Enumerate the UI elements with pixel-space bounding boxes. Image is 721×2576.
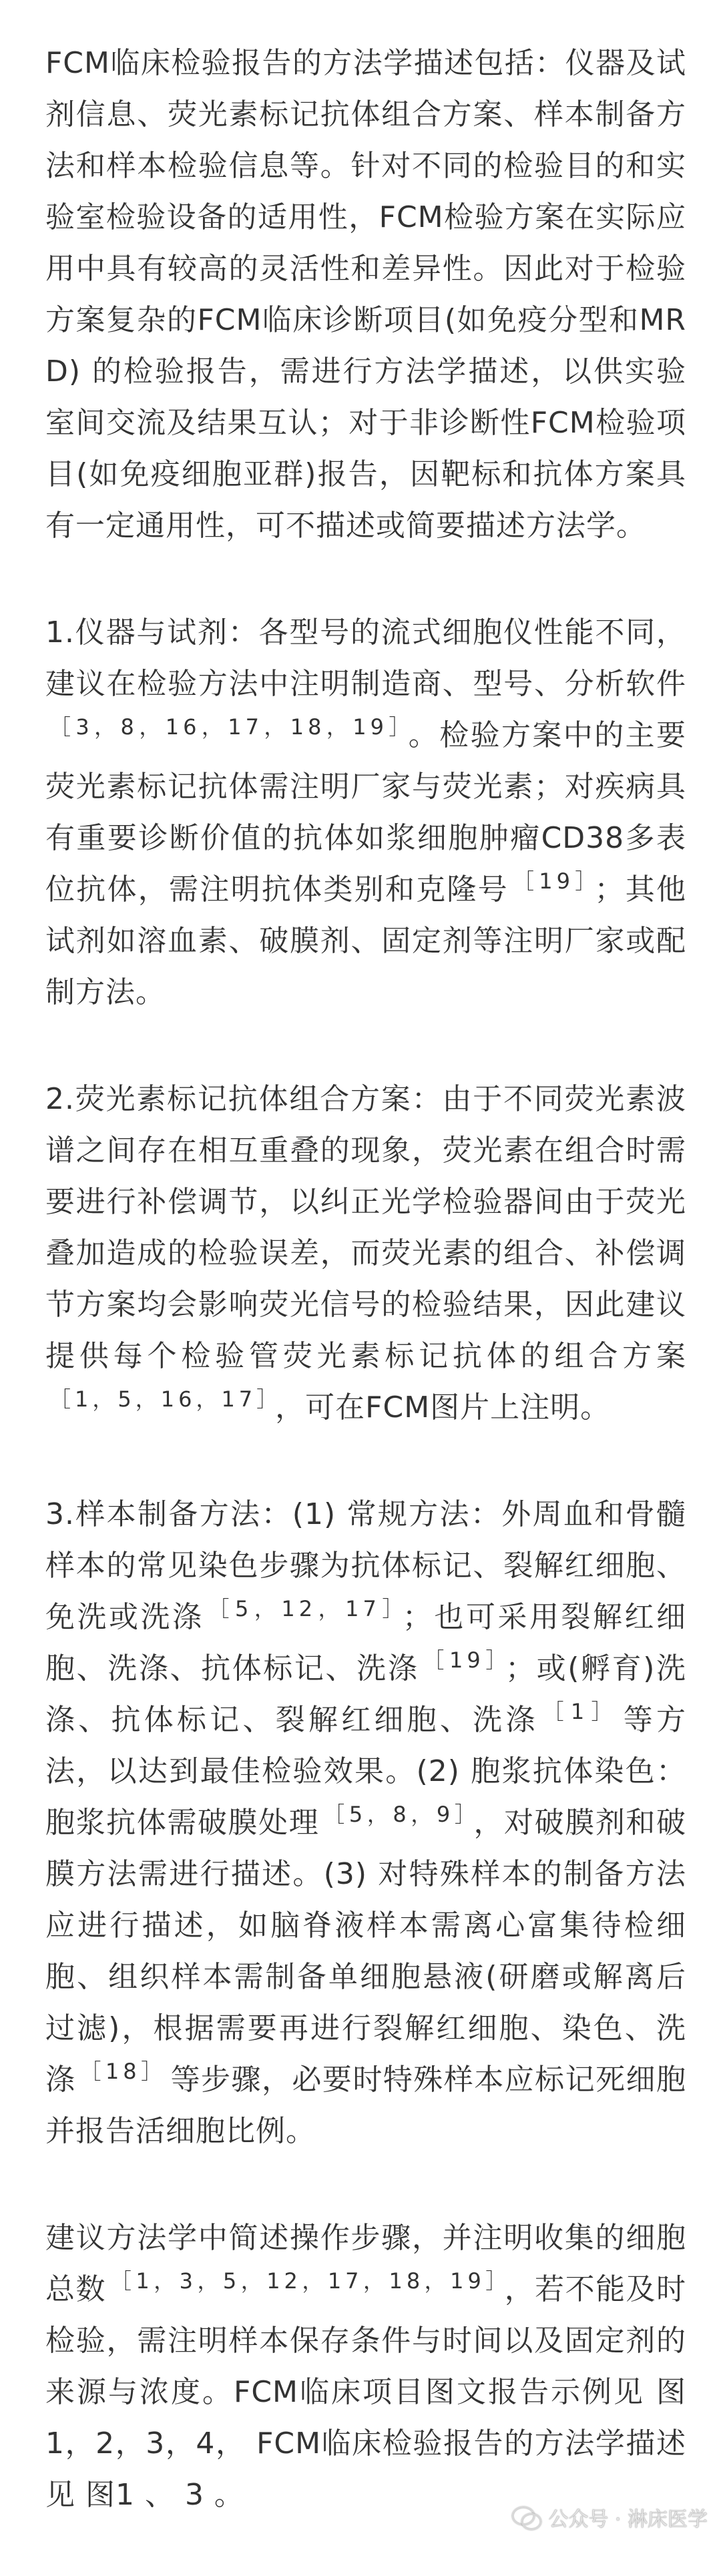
paragraph-text: ；其他试剂如溶血素、破膜剂、固定剂等注明厂家或配制方法。 (45, 872, 686, 1009)
watermark-text: 公众号 · 淋床医学 (548, 2508, 708, 2531)
paragraph-text: ；也可采用裂解红细胞、洗涤、抗体标记、洗涤 (45, 1600, 686, 1686)
citation: ［5，8，9］ (323, 1802, 470, 1827)
wechat-icon (512, 2505, 541, 2529)
citation: ［18］ (79, 2059, 167, 2084)
paragraph-text: 2.荧光素标记抗体组合方案：由于不同荧光素波谱之间存在相互重叠的现象，荧光素在组合时需要进行补偿调节，以纠正光学检验器间由于荧光叠加造成的检验误差，而荧光素的组合、补偿调节方案均会影响荧光信号的检验结果，因此建议提供每个检验管荧光素标记抗体的组合方案 (45, 1082, 686, 1373)
citation: ［5，12，17］ (208, 1596, 399, 1621)
paragraph-1 (45, 37, 686, 551)
paragraph-text: 建议方法学中简述操作步骤，并注明收集的细胞总数 (45, 2221, 686, 2306)
citation: ［1，3，5，12，17，18，19］ (109, 2268, 501, 2294)
article-body (45, 37, 686, 2576)
paragraph-2 (45, 607, 686, 1018)
paragraph-5 (45, 2212, 686, 2521)
watermark (512, 2503, 708, 2532)
paragraph-4 (45, 1489, 686, 2157)
paragraph-text: 等方法，以达到最佳检验效果。(2) 胞浆抗体染色：胞浆抗体需破膜处理 (45, 1703, 686, 1840)
paragraph-3 (45, 1073, 686, 1433)
citation: ［1，5，16，17］ (49, 1386, 272, 1412)
paragraph-text: 3.样本制备方法：(1) 常规方法：外周血和骨髓样本的常见染色步骤为抗体标记、裂解红细胞、免洗或洗涤 (45, 1497, 686, 1634)
paragraph-text: ，可在FCM图片上注明。 (275, 1390, 611, 1425)
citation: ［19］ (423, 1647, 501, 1673)
citation: ［1］ (542, 1699, 620, 1724)
citation: ［3，8，16，17，18，19］ (49, 714, 405, 740)
citation: ［19］ (512, 868, 591, 894)
paragraph-text: 1.仪器与试剂：各型号的流式细胞仪性能不同，建议在检验方法中注明制造商、型号、分析软件 (45, 615, 686, 701)
paragraph-text: ，对破膜剂和破膜方法需进行描述。(3) 对特殊样本的制备方法应进行描述，如脑脊液样本需离心富集待检细胞、组织样本需制备单细胞悬液(研磨或解离后过滤)，根据需要再进行裂解红细胞、染色、洗涤 (45, 1806, 686, 2097)
paragraph-text: 。检验方案中的主要荧光素标记抗体需注明厂家与荧光素；对疾病具有重要诊断价值的抗体如浆细胞肿瘤CD38多表位抗体，需注明抗体类别和克隆号 (45, 718, 686, 907)
paragraph-text: 等步骤，必要时特殊样本应标记死细胞并报告活细胞比例。 (45, 2063, 686, 2148)
paragraph-text: ；或(孵育)洗涤、抗体标记、裂解红细胞、洗涤 (45, 1651, 686, 1737)
paragraph-text: FCM临床检验报告的方法学描述包括：仪器及试剂信息、荧光素标记抗体组合方案、样本制备方法和样本检验信息等。针对不同的检验目的和实验室检验设备的适用性，FCM检验方案在实际应用中具有较高的灵活性和差异性。因此对于检验方案复杂的FCM临床诊断项目(如免疫分型和MRD) 的检验报告，需进行方法学描述，以供实验室间交流及结果互认；对于非诊断性FCM检验项目(如免疫细胞亚群)报告，因靶标和抗体方案具有一定通用性，可不描述或简要描述方法学。 (45, 46, 686, 543)
paragraph-text: ，若不能及时检验，需注明样本保存条件与时间以及固定剂的来源与浓度。FCM临床项目图文报告示例见 图1，2，3，4， FCM临床检验报告的方法学描述见 图1 、 3 。 (45, 2272, 686, 2512)
